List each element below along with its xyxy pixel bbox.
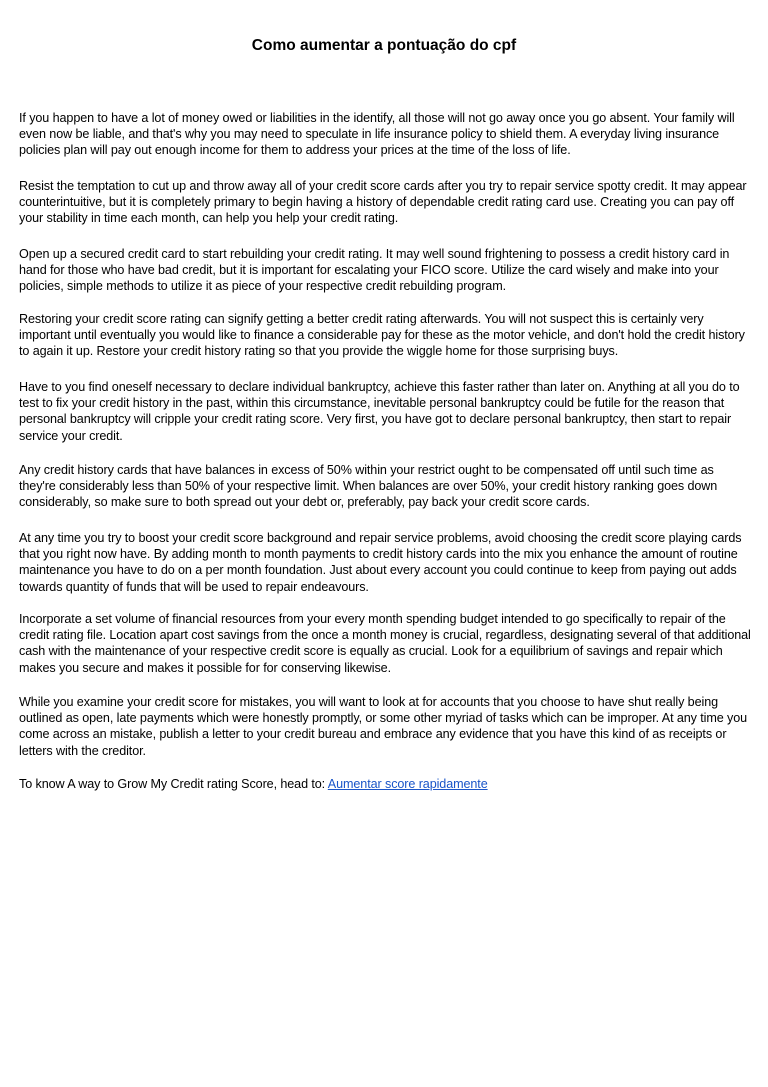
paragraph-4: Restoring your credit score rating can signify getting a better credit rating afterwards. You will not suspect this is certainly very important until eventually you would like to finance a considerable pay for these as the motor vehicle, and don't hold the credit history to again it up. Restore your credit history rating so that you provide the wiggle home for those surprising buys.: [19, 312, 745, 359]
paragraph-6: Any credit history cards that have balances in excess of 50% within your restrict ought to be compensated off until such time as they're considerably less than 50% of your respective limit. When balances are over 50%, your credit history ranking goes down considerably, so make sure to both spread out your debt or, preferably, pay back your credit score cards.: [19, 463, 718, 510]
paragraph-1: If you happen to have a lot of money owed or liabilities in the identify, all those will not go away once you go absent. Your family will even now be liable, and that's why you may need to speculate in life insurance policy to shield them. A everyday living insurance policies plan will pay out enough income for them to address your prices at the time of the loss of life.: [19, 111, 735, 158]
closing-text: To know A way to Grow My Credit rating Score, head to:: [19, 777, 328, 791]
score-link[interactable]: Aumentar score rapidamente: [327, 777, 488, 791]
paragraph-2: Resist the temptation to cut up and throw away all of your credit score cards after you try to repair service spotty credit. It may appear counterintuitive, but it is completely primary to begin having a history of dependable credit rating card use. Creating you can pay off your stability in time each month, can help you help your credit rating.: [19, 179, 747, 226]
document-title: Como aumentar a pontuação do cpf: [251, 37, 517, 54]
paragraph-5: Have to you find oneself necessary to declare individual bankruptcy, achieve this faster rather than later on. Anything at all you do to test to fix your credit history in the past, within this circumstance, inevitable personal bankruptcy could be futile for the reason that personal bankruptcy will cripple your credit rating score. Very first, you have got to declare personal bankruptcy, then start to repair service your credit.: [19, 380, 740, 443]
paragraph-3: Open up a secured credit card to start rebuilding your credit rating. It may well sound frightening to possess a credit history card in hand for those who have bad credit, but it is important for escalating your FICO score. Utilize the card wisely and make into your policies, simple methods to utilize it as piece of your respective credit rebuilding program.: [19, 247, 730, 294]
closing-paragraph: [19, 776, 751, 792]
paragraph-7: At any time you try to boost your credit score background and repair service problems, avoid choosing the credit score playing cards that you right now have. By adding month to month payments to credit history cards into the mix you enhance the amount of routine maintenance you have to do on a per month foundation. Just about every account you could continue to keep from paying out adds towards quantity of funds that will be used to repair endeavours.: [19, 531, 742, 594]
paragraph-8: Incorporate a set volume of financial resources from your every month spending budget intended to go specifically to repair of the credit rating file. Location apart cost savings from the once a month money is crucial, regardless, designating several of that additional cash with the maintenance of your respective credit score is equally as crucial. Look for a equilibrium of savings and repair which makes you secure and makes it possible for for conserving likewise.: [19, 612, 751, 675]
paragraph-9: While you examine your credit score for mistakes, you will want to look at for accounts that you choose to have shut really being outlined as open, late payments which were honestly promptly, or some other myriad of tasks which can be improper. At any time you come across an mistake, publish a letter to your credit bureau and embrace any evidence that you have this kind of as receipts or letters with the creditor.: [19, 695, 748, 758]
